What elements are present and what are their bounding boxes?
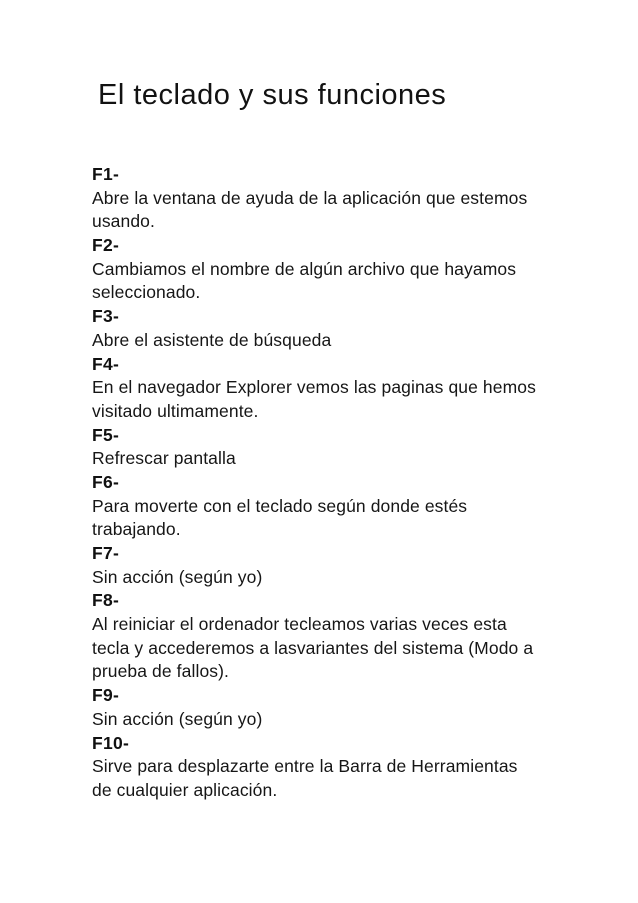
function-description-line: trabajando. xyxy=(92,519,181,540)
function-entry xyxy=(92,471,572,542)
function-key-label: F4- xyxy=(92,353,120,374)
function-description-line: de cualquier aplicación. xyxy=(92,779,278,800)
function-key-label: F1- xyxy=(92,164,120,184)
function-description-line: Abre el asistente de búsqueda xyxy=(92,329,332,350)
function-key-label: F5- xyxy=(92,424,120,445)
function-key-label: F6- xyxy=(92,471,120,492)
function-description-line: prueba de fallos). xyxy=(92,661,230,682)
function-entry xyxy=(92,424,572,471)
function-description-line: Sin acción (según yo) xyxy=(92,566,263,587)
function-description-line: Sirve para desplazarte entre la Barra de Herramientas xyxy=(92,756,518,777)
function-key-label: F9- xyxy=(92,685,120,706)
function-description-line: Abre la ventana de ayuda de la aplicación que estemos xyxy=(92,187,528,208)
function-entry xyxy=(92,234,572,305)
function-entry xyxy=(92,542,572,589)
function-description-line: Al reiniciar el ordenador tecleamos varias veces esta xyxy=(92,614,507,635)
function-entry xyxy=(92,163,572,234)
function-key-label: F2- xyxy=(92,235,120,256)
function-description-line: Cambiamos el nombre de algún archivo que hayamos xyxy=(92,258,517,279)
page-title: El teclado y sus funciones xyxy=(98,79,447,111)
function-entry xyxy=(92,589,572,684)
function-key-label: F8- xyxy=(92,590,120,611)
function-entry xyxy=(92,305,572,352)
function-description-line: seleccionado. xyxy=(92,282,201,303)
function-key-label: F7- xyxy=(92,543,120,563)
function-list xyxy=(92,163,572,803)
function-description-line: En el navegador Explorer vemos las paginas que hemos xyxy=(92,377,536,398)
function-description-line: Para moverte con el teclado según donde estés xyxy=(92,495,468,516)
function-entry xyxy=(92,353,572,424)
function-description-line: Refrescar pantalla xyxy=(92,448,236,469)
function-entry xyxy=(92,684,572,731)
function-key-label: F3- xyxy=(92,306,120,327)
function-description-line: visitado ultimamente. xyxy=(92,400,259,421)
function-key-label: F10- xyxy=(92,732,130,753)
function-description-line: usando. xyxy=(92,211,155,232)
function-description-line: tecla y accederemos a lasvariantes del sistema (Modo a xyxy=(92,637,534,658)
function-description-line: Sin acción (según yo) xyxy=(92,708,263,729)
function-entry xyxy=(92,732,572,803)
